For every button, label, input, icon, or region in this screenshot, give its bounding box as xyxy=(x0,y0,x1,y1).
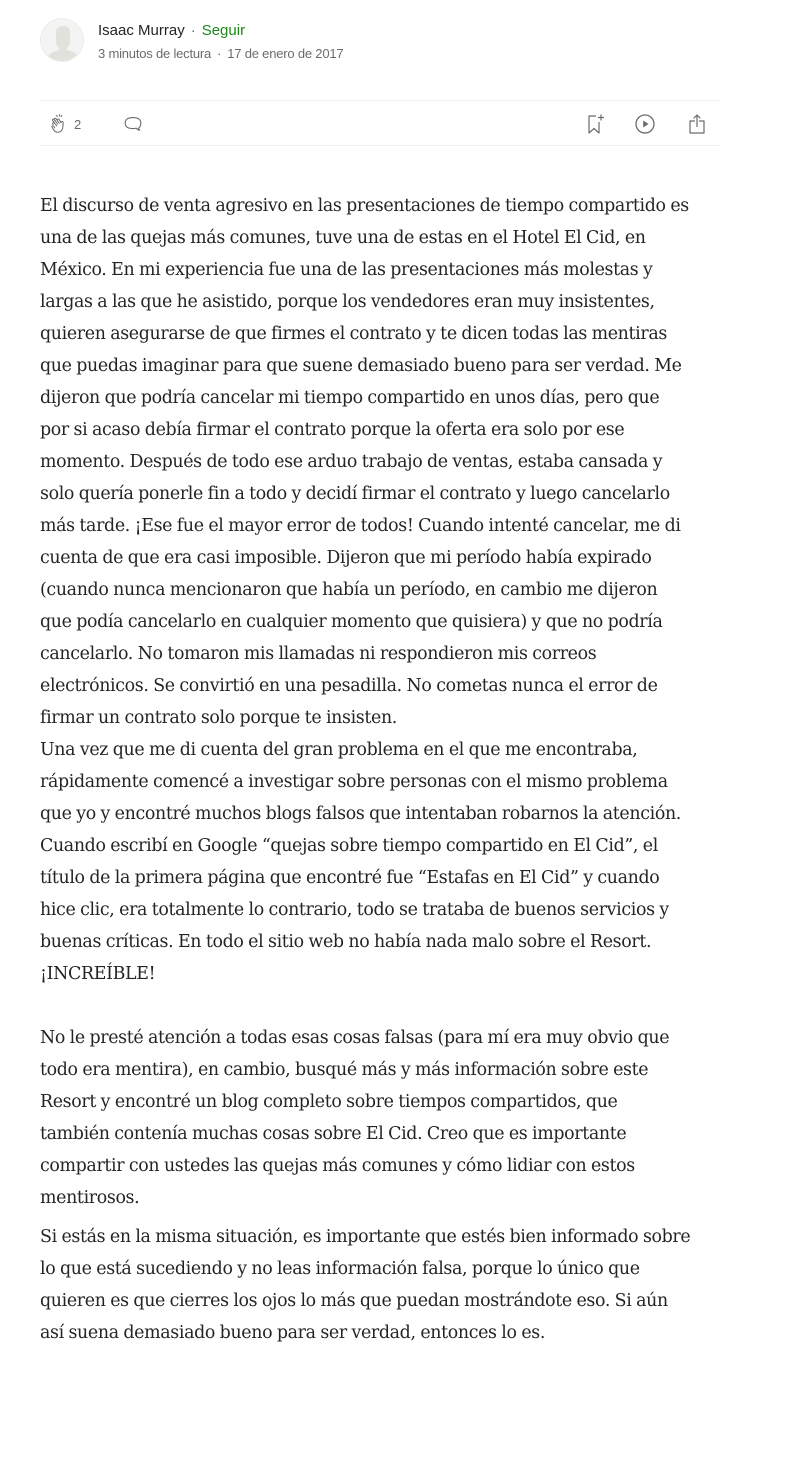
author-block xyxy=(40,18,84,62)
text-line: buenas críticas. En todo el sitio web no había nada malo sobre el Resort. xyxy=(40,932,652,952)
text-line: firmar un contrato solo porque te insisten. xyxy=(40,708,397,728)
read-time: 3 minutos de lectura xyxy=(98,46,212,61)
text-line: hice clic, era totalmente lo contrario, todo se trataba de buenos servicios y xyxy=(40,900,669,920)
paragraph xyxy=(40,1022,740,1214)
text-line: largas a las que he asistido, porque los vendedores eran muy insistentes, xyxy=(40,292,655,312)
text-line: que podía cancelarlo en cualquier momento que quisiera) y que no podría xyxy=(40,612,663,632)
listen-button[interactable] xyxy=(633,101,657,147)
paragraph xyxy=(40,190,740,734)
text-line: (cuando nunca mencionaron que había un período, en cambio me dijeron xyxy=(40,580,658,600)
text-line: que yo y encontré muchos blogs falsos que intentaban robarnos la atención. xyxy=(40,804,681,824)
text-line: lo que está sucediendo y no leas información falsa, porque lo único que xyxy=(40,1259,640,1279)
action-bar xyxy=(40,100,720,146)
save-button[interactable] xyxy=(583,101,607,147)
text-line: rápidamente comencé a investigar sobre personas con el mismo problema xyxy=(40,772,668,792)
text-line: momento. Después de todo ese arduo trabajo de ventas, estaba cansada y xyxy=(40,452,663,472)
text-line: compartir con ustedes las quejas más comunes y cómo lidiar con estos xyxy=(40,1156,635,1176)
text-line: México. En mi experiencia fue una de las presentaciones más molestas y xyxy=(40,260,653,280)
text-line: título de la primera página que encontré fue “Estafas en El Cid” y cuando xyxy=(40,868,660,888)
text-line: así suena demasiado bueno para ser verdad, entonces lo es. xyxy=(40,1323,546,1343)
clap-icon xyxy=(48,113,70,135)
default-avatar-icon xyxy=(41,19,84,62)
text-line: que puedas imaginar para que suene demasiado bueno para ser verdad. Me xyxy=(40,356,682,376)
text-line: Si estás en la misma situación, es importante que estés bien informado sobre xyxy=(40,1227,691,1247)
author-name[interactable]: Isaac Murray xyxy=(98,22,185,39)
comment-icon xyxy=(122,113,144,135)
text-line: por si acaso debía firmar el contrato porque la oferta era solo por ese xyxy=(40,420,625,440)
author-meta xyxy=(98,20,343,64)
text-line: todo era mentira), en cambio, busqué más y más información sobre este xyxy=(40,1060,649,1080)
share-button[interactable] xyxy=(685,101,709,147)
separator-dot: · xyxy=(217,46,222,61)
clap-count: 2 xyxy=(74,116,82,132)
share-icon xyxy=(685,112,709,136)
text-line: Una vez que me di cuenta del gran problema en el que me encontraba, xyxy=(40,740,638,760)
text-line: mentirosos. xyxy=(40,1188,140,1208)
play-icon xyxy=(633,112,657,136)
text-line: una de las quejas más comunes, tuve una de estas en el Hotel El Cid, en xyxy=(40,228,646,248)
comment-button[interactable] xyxy=(122,101,144,147)
text-line: solo quería ponerle fin a todo y decidí firmar el contrato y luego cancelarlo xyxy=(40,484,670,504)
text-line: más tarde. ¡Ese fue el mayor error de todos! Cuando intenté cancelar, me di xyxy=(40,516,681,536)
text-line: Resort y encontré un blog completo sobre tiempos compartidos, que xyxy=(40,1092,618,1112)
text-line: El discurso de venta agresivo en las presentaciones de tiempo compartido es xyxy=(40,196,689,216)
publish-date: 17 de enero de 2017 xyxy=(227,46,344,61)
text-line: ¡INCREÍBLE! xyxy=(40,964,156,984)
separator-dot: · xyxy=(190,22,196,39)
text-line: cancelarlo. No tomaron mis llamadas ni respondieron mis correos xyxy=(40,644,597,664)
text-line: cuenta de que era casi imposible. Dijeron que mi período había expirado xyxy=(40,548,652,568)
text-line: electrónicos. Se convirtió en una pesadilla. No cometas nunca el error de xyxy=(40,676,658,696)
article-body xyxy=(40,190,740,1349)
text-line: dijeron que podría cancelar mi tiempo compartido en unos días, pero que xyxy=(40,388,660,408)
paragraph xyxy=(40,1221,740,1349)
follow-button[interactable]: Seguir xyxy=(201,22,246,39)
text-line: Cuando escribí en Google “quejas sobre tiempo compartido en El Cid”, el xyxy=(40,836,658,856)
text-line: quieren es que cierres los ojos lo más que puedan mostrándote eso. Si aún xyxy=(40,1291,668,1311)
author-avatar[interactable] xyxy=(40,18,84,62)
text-line: No le presté atención a todas esas cosas falsas (para mí era muy obvio que xyxy=(40,1028,670,1048)
text-line: también contenía muchas cosas sobre El Cid. Creo que es importante xyxy=(40,1124,627,1144)
clap-button[interactable] xyxy=(48,101,81,147)
bookmark-add-icon xyxy=(583,112,607,136)
text-line: quieren asegurarse de que firmes el contrato y te dicen todas las mentiras xyxy=(40,324,667,344)
paragraph xyxy=(40,734,740,990)
